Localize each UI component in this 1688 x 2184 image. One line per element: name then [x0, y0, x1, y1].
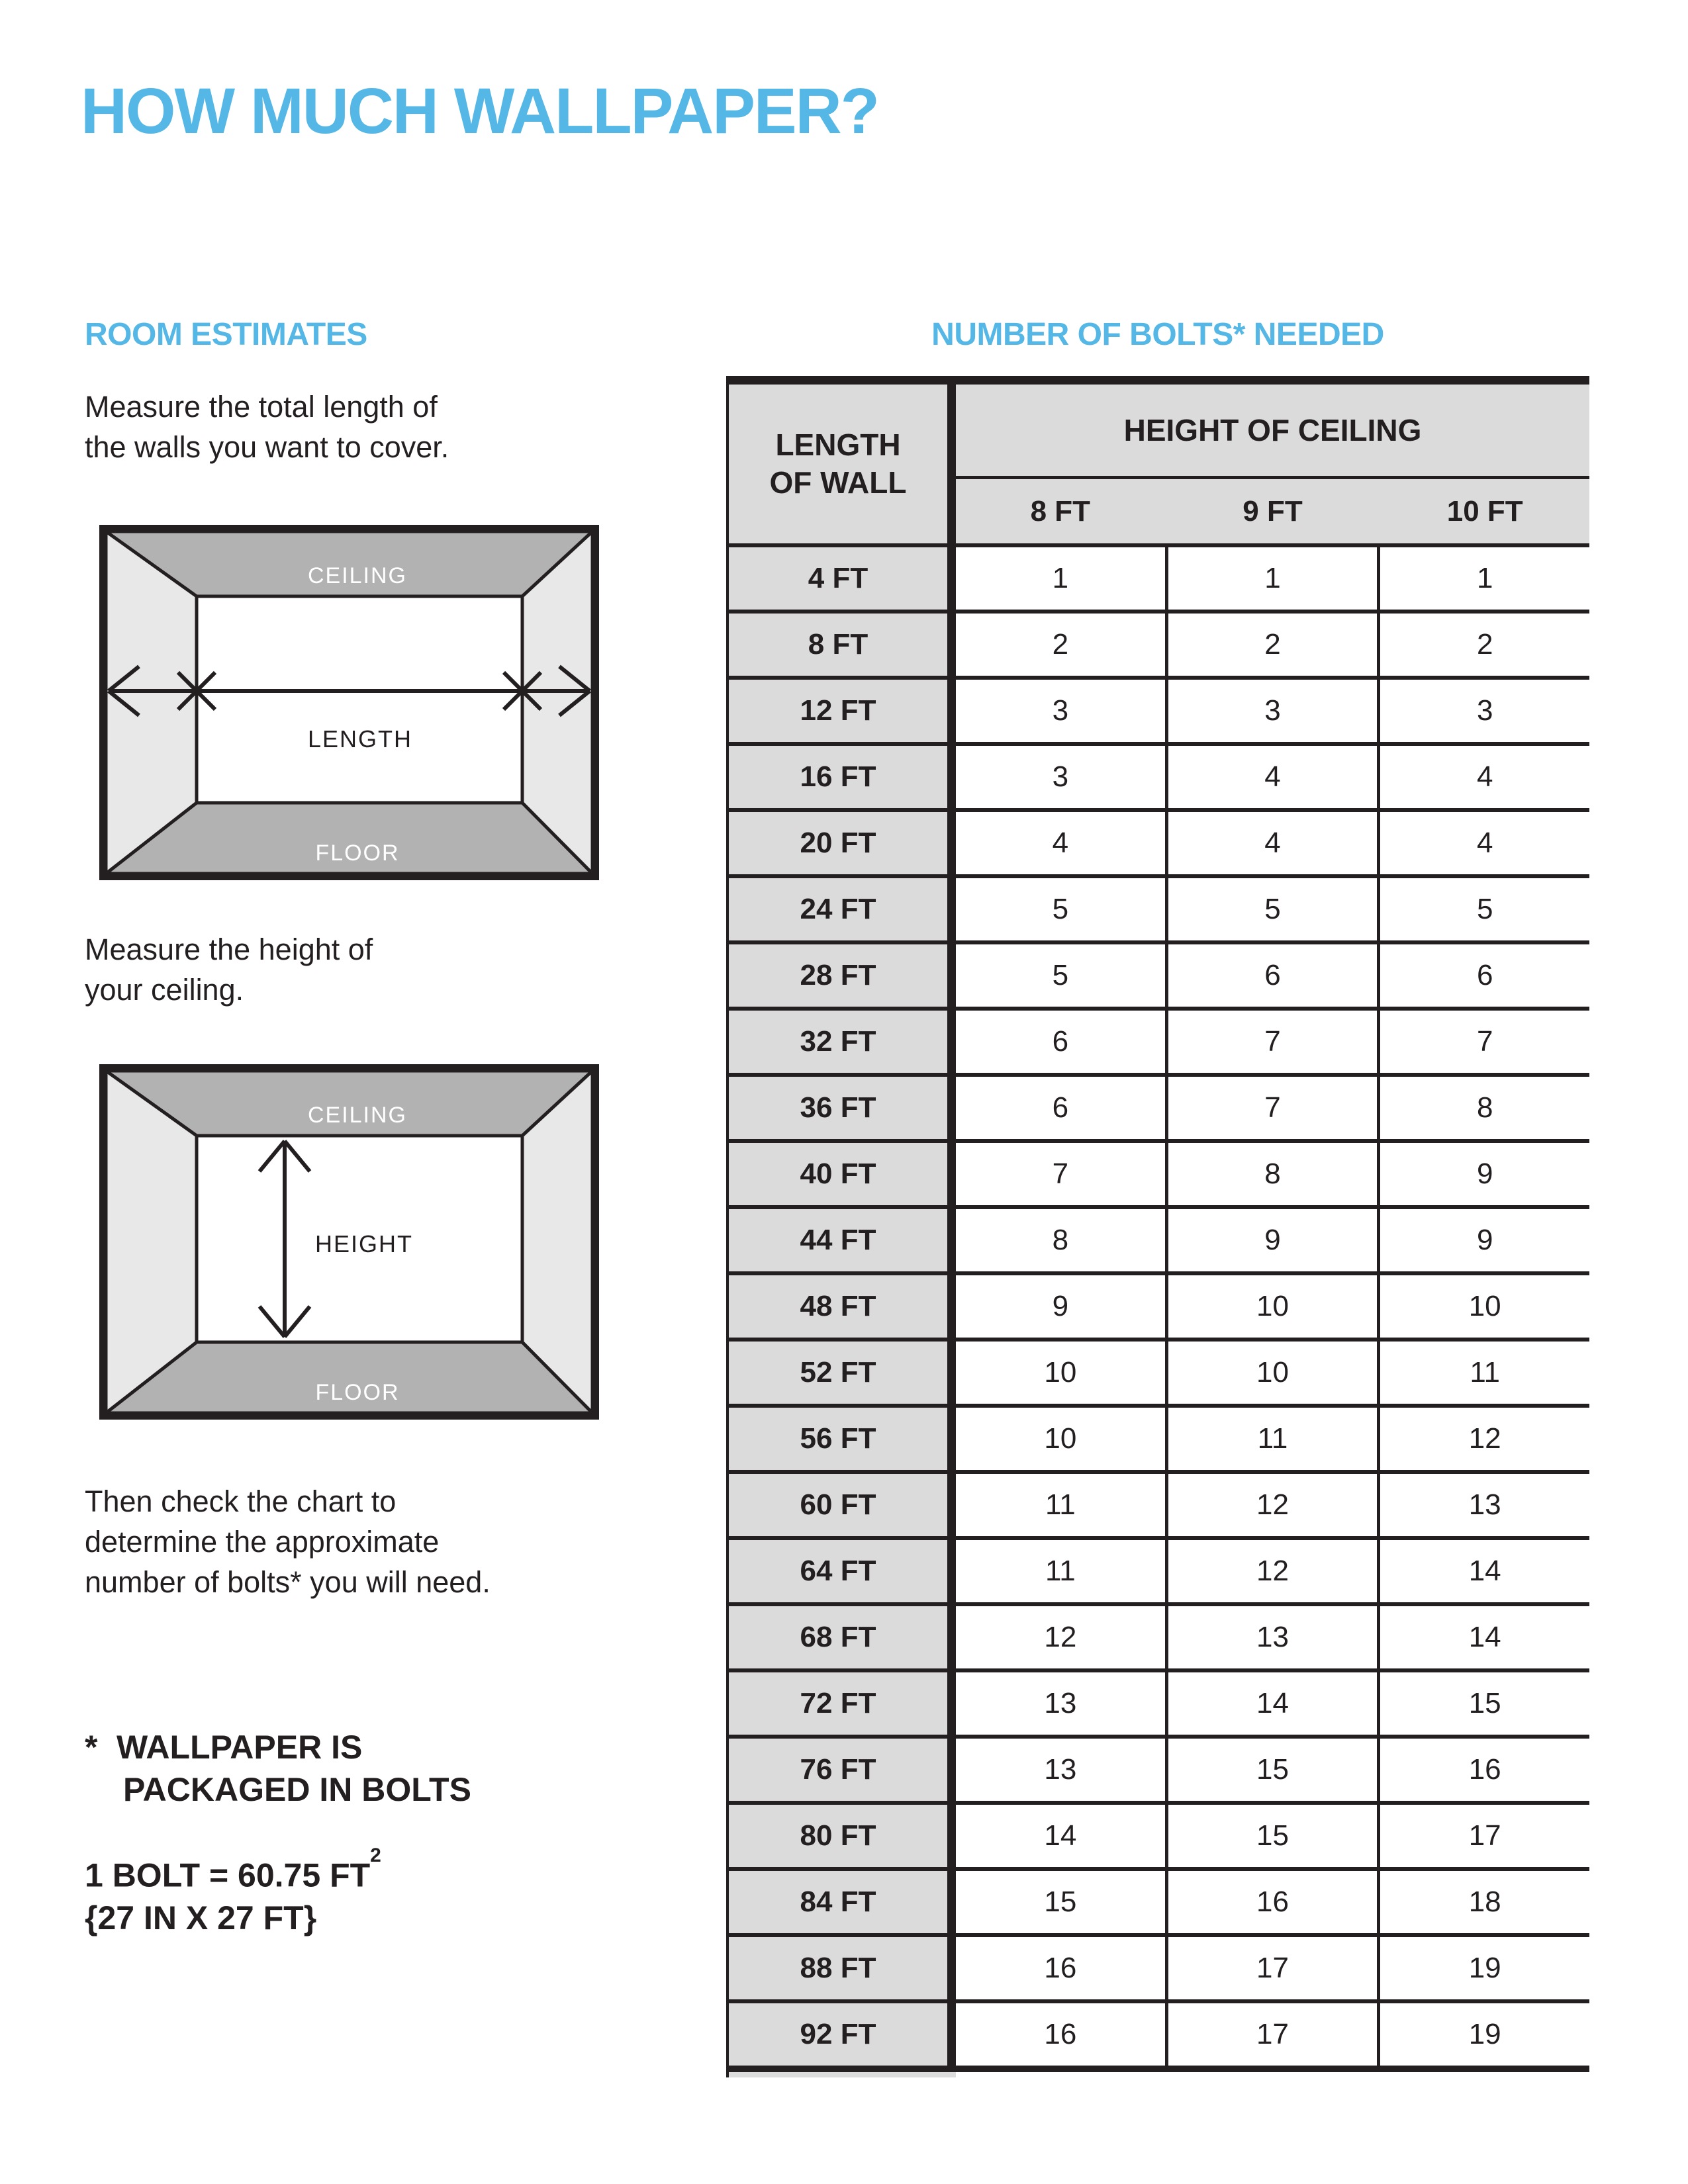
bolt-count-cell: 15: [1380, 1672, 1589, 1735]
bolt-count-cell: 2: [1380, 614, 1589, 676]
bolt-count-cell: 19: [1380, 1937, 1589, 1999]
bolt-count-cell: 8: [1168, 1143, 1378, 1205]
row-label: 68 FT: [729, 1606, 947, 1668]
section-heading-room-estimates: ROOM ESTIMATES: [85, 317, 367, 352]
bolt-count-cell: 6: [1380, 944, 1589, 1007]
floor-label: FLOOR: [315, 1380, 400, 1405]
length-of-wall-line2: OF WALL: [769, 465, 907, 500]
column-divider-thick: [947, 680, 956, 742]
row-label: 12 FT: [729, 680, 947, 742]
row-label: 4 FT: [729, 547, 947, 610]
bolt-count-cell: 6: [956, 1011, 1165, 1073]
bolt-count-cell: 13: [956, 1672, 1165, 1735]
column-divider-thick: [947, 1342, 956, 1404]
column-divider-thick: [947, 746, 956, 808]
table-row: [729, 1209, 1589, 1271]
bolt-count-cell: 3: [956, 746, 1165, 808]
bolt-count-cell: 14: [1380, 1606, 1589, 1668]
step2-text: [85, 929, 373, 1010]
table-row: [729, 547, 1589, 610]
column-header-10ft: 10 FT: [1446, 494, 1523, 527]
table-header: [729, 385, 1589, 543]
bolt-count-cell: 7: [1380, 1011, 1589, 1073]
table-row: [729, 1342, 1589, 1404]
step2-line1: Measure the height of: [85, 933, 373, 966]
row-label: 48 FT: [729, 1275, 947, 1338]
column-divider-thick: [947, 1606, 956, 1668]
row-label: 60 FT: [729, 1474, 947, 1536]
bolts-table: [726, 376, 1589, 2077]
step1-line2: the walls you want to cover.: [85, 430, 449, 464]
bolt-count-cell: 5: [1380, 878, 1589, 940]
bolt-count-cell: 4: [1380, 746, 1589, 808]
row-label: 52 FT: [729, 1342, 947, 1404]
row-label: 24 FT: [729, 878, 947, 940]
bolt-dimensions: {27 IN X 27 FT}: [85, 1899, 317, 1936]
column-divider-thick: [947, 1672, 956, 1735]
bolt-count-cell: 1: [1168, 547, 1378, 610]
column-divider-thick: [947, 614, 956, 676]
bolt-count-cell: 16: [1168, 1871, 1378, 1933]
column-divider-thick: [947, 1739, 956, 1801]
table-row: [729, 944, 1589, 1007]
bolt-count-cell: 11: [956, 1474, 1165, 1536]
room-height-diagram: [99, 1064, 599, 1420]
bolt-count-cell: 19: [1380, 2003, 1589, 2066]
table-row: [729, 1011, 1589, 1073]
bolt-count-cell: 5: [1168, 878, 1378, 940]
table-top-border: [729, 376, 1589, 385]
bolt-count-cell: 9: [956, 1275, 1165, 1338]
bolt-count-cell: 13: [1168, 1606, 1378, 1668]
column-divider-thick: [947, 878, 956, 940]
step1-line1: Measure the total length of: [85, 390, 438, 424]
step3-line1: Then check the chart to: [85, 1484, 397, 1518]
column-divider-thick: [947, 2003, 956, 2066]
row-label: 64 FT: [729, 1540, 947, 1602]
column-divider-thick: [947, 385, 956, 543]
bolt-count-cell: 17: [1380, 1805, 1589, 1867]
height-of-ceiling-header: HEIGHT OF CEILING: [956, 385, 1589, 476]
bolt-count-cell: 5: [956, 878, 1165, 940]
bolt-count-cell: 14: [1380, 1540, 1589, 1602]
asterisk-marker: *: [85, 1729, 98, 1766]
column-divider-thick: [947, 812, 956, 874]
row-label: 84 FT: [729, 1871, 947, 1933]
column-divider-thick: [947, 547, 956, 610]
table-row: [729, 1606, 1589, 1668]
step3-line3: number of bolts* you will need.: [85, 1565, 491, 1599]
bolt-count-cell: 11: [1380, 1342, 1589, 1404]
column-divider-thick: [947, 1540, 956, 1602]
bolt-count-cell: 17: [1168, 1937, 1378, 1999]
table-row: [729, 1739, 1589, 1801]
length-of-wall-line1: LENGTH: [775, 428, 901, 462]
column-divider-thick: [947, 1937, 956, 1999]
table-row: [729, 1408, 1589, 1470]
footnote-line2: PACKAGED IN BOLTS: [123, 1771, 471, 1808]
step2-line2: your ceiling.: [85, 973, 244, 1007]
row-label: 36 FT: [729, 1077, 947, 1139]
bolt-count-cell: 4: [1168, 812, 1378, 874]
table-row: [729, 1077, 1589, 1139]
bolt-count-cell: 2: [956, 614, 1165, 676]
bolt-count-cell: 12: [1380, 1408, 1589, 1470]
column-divider-thick: [947, 944, 956, 1007]
bolt-count-cell: 6: [1168, 944, 1378, 1007]
bolt-count-cell: 18: [1380, 1871, 1589, 1933]
table-row: [729, 614, 1589, 676]
column-divider-thick: [947, 1474, 956, 1536]
table-row: [729, 878, 1589, 940]
row-label: 28 FT: [729, 944, 947, 1007]
bolt-count-cell: 17: [1168, 2003, 1378, 2066]
length-label: LENGTH: [307, 725, 413, 752]
table-row: [729, 1672, 1589, 1735]
page-title: HOW MUCH WALLPAPER?: [81, 75, 878, 147]
row-label: 80 FT: [729, 1805, 947, 1867]
row-label: 40 FT: [729, 1143, 947, 1205]
bolt-count-cell: 9: [1380, 1143, 1589, 1205]
bolt-count-cell: 9: [1168, 1209, 1378, 1271]
table-body: [729, 547, 1589, 2066]
table-row: [729, 1805, 1589, 1867]
column-divider-thick: [947, 1871, 956, 1933]
bolt-count-cell: 15: [1168, 1739, 1378, 1801]
bolt-equation-line: [85, 1844, 381, 1897]
bolt-count-cell: 7: [1168, 1011, 1378, 1073]
bolt-count-cell: 16: [956, 1937, 1165, 1999]
column-divider-thick: [947, 1011, 956, 1073]
bolt-equation-exponent: 2: [370, 1844, 381, 1866]
row-label: 88 FT: [729, 1937, 947, 1999]
bolt-count-cell: 2: [1168, 614, 1378, 676]
step3-line2: determine the approximate: [85, 1525, 440, 1559]
bolt-count-cell: 5: [956, 944, 1165, 1007]
step3-text: [85, 1481, 491, 1602]
table-heading: NUMBER OF BOLTS* NEEDED: [931, 317, 1384, 352]
bolt-count-cell: 1: [1380, 547, 1589, 610]
row-label: 76 FT: [729, 1739, 947, 1801]
bolt-count-cell: 16: [1380, 1739, 1589, 1801]
column-header-8ft: 8 FT: [1030, 494, 1091, 527]
bolt-count-cell: 7: [956, 1143, 1165, 1205]
room-length-diagram: [99, 525, 599, 880]
length-of-wall-header: [729, 385, 947, 543]
column-divider-thick: [947, 1275, 956, 1338]
bolt-count-cell: 3: [956, 680, 1165, 742]
bolt-count-cell: 11: [956, 1540, 1165, 1602]
table-row: [729, 2003, 1589, 2066]
table-shadow: [729, 2072, 956, 2077]
bolt-count-cell: 14: [1168, 1672, 1378, 1735]
bolt-count-cell: 12: [1168, 1474, 1378, 1536]
table-row: [729, 812, 1589, 874]
bolt-count-cell: 10: [1168, 1342, 1378, 1404]
bolt-count-cell: 12: [956, 1606, 1165, 1668]
row-label: 32 FT: [729, 1011, 947, 1073]
bolts-footnote: [85, 1726, 471, 1811]
row-label: 72 FT: [729, 1672, 947, 1735]
bolt-count-cell: 3: [1168, 680, 1378, 742]
bolt-count-cell: 16: [956, 2003, 1165, 2066]
column-divider-thick: [947, 1408, 956, 1470]
table-row: [729, 1474, 1589, 1536]
bolt-count-cell: 13: [1380, 1474, 1589, 1536]
column-divider-thick: [947, 1209, 956, 1271]
bolt-count-cell: 10: [1380, 1275, 1589, 1338]
column-header-9ft: 9 FT: [1243, 494, 1303, 527]
row-label: 44 FT: [729, 1209, 947, 1271]
ceiling-label: CEILING: [307, 563, 408, 588]
bolt-count-cell: 10: [956, 1342, 1165, 1404]
footnote-line1: WALLPAPER IS: [117, 1729, 363, 1766]
bolt-equation-block: [85, 1844, 381, 1939]
table-row: [729, 1871, 1589, 1933]
row-label: 16 FT: [729, 746, 947, 808]
bolt-count-cell: 7: [1168, 1077, 1378, 1139]
bolt-count-cell: 6: [956, 1077, 1165, 1139]
bolt-count-cell: 10: [1168, 1275, 1378, 1338]
table-row: [729, 1143, 1589, 1205]
table-row: [729, 1937, 1589, 1999]
table-row: [729, 1540, 1589, 1602]
column-divider-thick: [947, 1805, 956, 1867]
bolt-count-cell: 3: [1380, 680, 1589, 742]
bolt-count-cell: 11: [1168, 1408, 1378, 1470]
bolt-count-cell: 15: [1168, 1805, 1378, 1867]
row-label: 20 FT: [729, 812, 947, 874]
table-row: [729, 1275, 1589, 1338]
table-bottom-border: [729, 2066, 1589, 2072]
bolt-count-cell: 8: [956, 1209, 1165, 1271]
bolt-count-cell: 12: [1168, 1540, 1378, 1602]
column-divider-thick: [947, 1077, 956, 1139]
ceiling-label: CEILING: [307, 1103, 408, 1128]
row-label: 92 FT: [729, 2003, 947, 2066]
bolt-count-cell: 14: [956, 1805, 1165, 1867]
row-label: 8 FT: [729, 614, 947, 676]
bolt-equation-text: 1 BOLT = 60.75 FT: [85, 1856, 371, 1894]
bolt-count-cell: 15: [956, 1871, 1165, 1933]
floor-label: FLOOR: [315, 841, 400, 866]
bolt-count-cell: 9: [1380, 1209, 1589, 1271]
ceiling-header-group: [956, 385, 1589, 543]
bolt-count-cell: 4: [1380, 812, 1589, 874]
bolt-count-cell: 1: [956, 547, 1165, 610]
bolt-count-cell: 8: [1380, 1077, 1589, 1139]
row-label: 56 FT: [729, 1408, 947, 1470]
ceiling-height-subheader-row: [956, 479, 1589, 543]
step1-text: [85, 387, 449, 467]
table-row: [729, 746, 1589, 808]
bolt-count-cell: 10: [956, 1408, 1165, 1470]
bolt-count-cell: 4: [956, 812, 1165, 874]
bolt-count-cell: 4: [1168, 746, 1378, 808]
height-label: HEIGHT: [314, 1230, 414, 1257]
bolt-count-cell: 13: [956, 1739, 1165, 1801]
back-wall-panel: [197, 596, 522, 803]
column-divider-thick: [947, 1143, 956, 1205]
table-row: [729, 680, 1589, 742]
